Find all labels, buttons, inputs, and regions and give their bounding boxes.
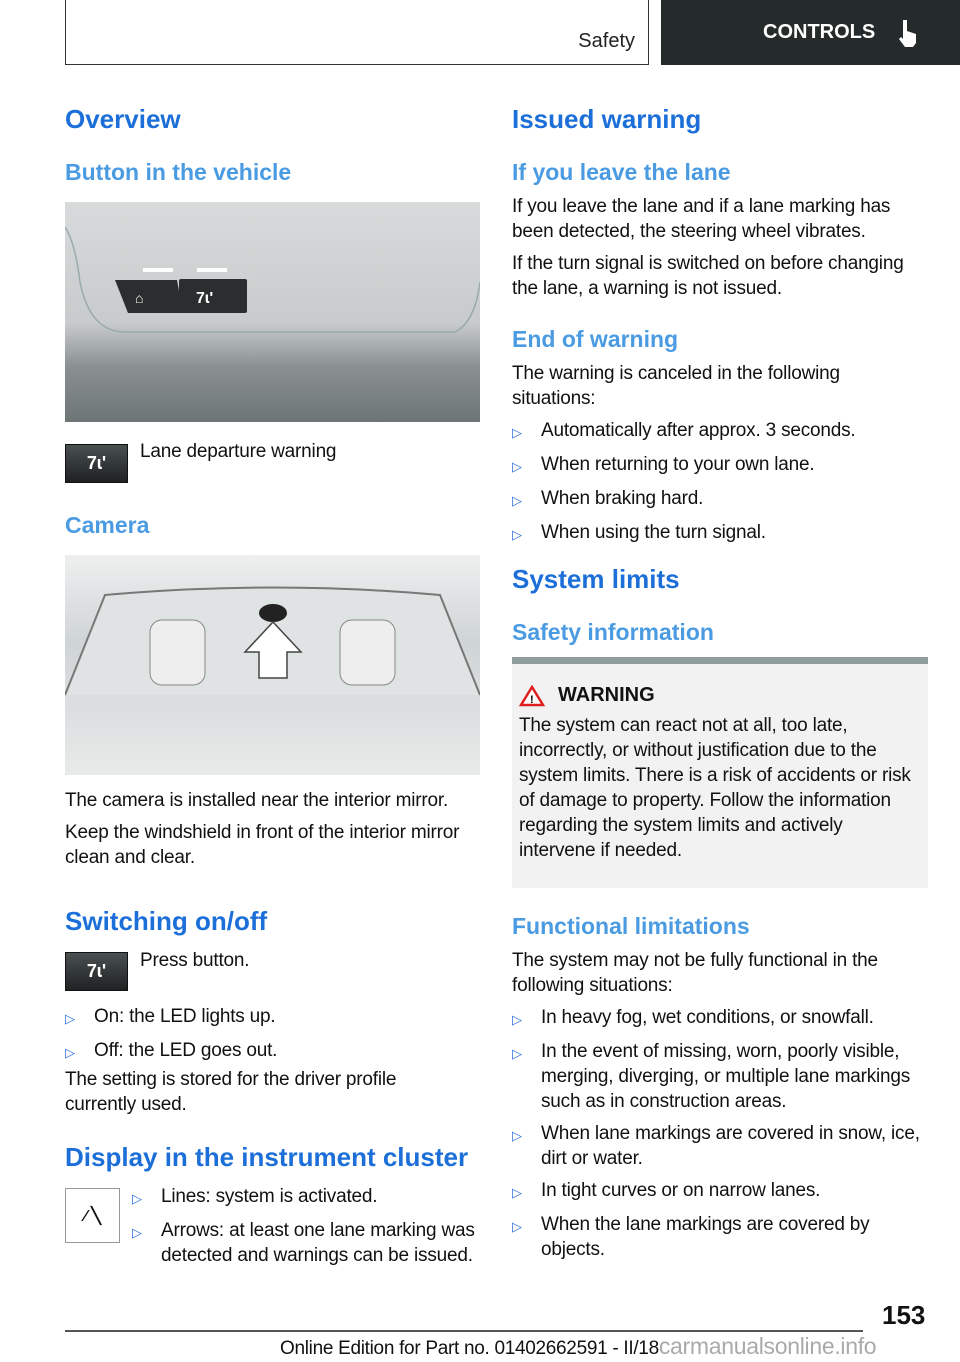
triangle-bullet-icon: ▷ — [65, 1011, 75, 1026]
list-item — [512, 486, 928, 513]
warning-triangle-icon — [519, 685, 545, 707]
footer-edition: Online Edition for Part no. 01402662591 - II/18 — [280, 1338, 659, 1359]
footer-line — [280, 1333, 876, 1360]
list-item — [65, 1038, 480, 1065]
list-item-text: When using the turn signal. — [541, 522, 766, 543]
safety-information-heading: Safety information — [512, 619, 714, 645]
list-item — [512, 1039, 930, 1114]
list-item-text: When lane markings are covered in snow, ice, dirt or water. — [541, 1123, 920, 1169]
list-item — [512, 1005, 930, 1032]
end-paragraph: The warning is canceled in the following situations: — [512, 363, 840, 409]
camera-photo — [65, 555, 480, 775]
triangle-bullet-icon: ▷ — [512, 1012, 522, 1027]
list-item — [512, 1212, 930, 1262]
leave-paragraph-1: If you leave the lane and if a lane marking has been detected, the steering wheel vibrates. — [512, 196, 891, 242]
windshield-illustration — [65, 555, 480, 775]
list-item-text: In tight curves or on narrow lanes. — [541, 1180, 821, 1201]
list-item — [132, 1218, 482, 1268]
camera-paragraph-2: Keep the windshield in front of the interior mirror clean and clear. — [65, 822, 460, 868]
list-item — [65, 1004, 480, 1031]
list-item-text: In the event of missing, worn, poorly visible, merging, diverging, or multiple lane markings such as in construction areas. — [541, 1041, 911, 1112]
header-section-box — [65, 0, 649, 65]
list-item-text: When braking hard. — [541, 488, 704, 509]
triangle-bullet-icon: ▷ — [65, 1045, 75, 1060]
header-chapter-title: CONTROLS — [763, 21, 876, 43]
switching-heading: Switching on/off — [65, 906, 268, 936]
lane-departure-button-icon: 7ɩ' — [65, 444, 128, 483]
functional-paragraph: The system may not be fully functional in the following situations: — [512, 950, 878, 996]
warning-title: WARNING — [558, 684, 655, 706]
triangle-bullet-icon: ▷ — [512, 1185, 522, 1200]
pointing-hand-icon — [897, 19, 919, 47]
overview-heading: Overview — [65, 104, 181, 134]
system-limits-heading: System limits — [512, 564, 680, 594]
header-section-title: Safety — [578, 30, 635, 52]
warning-box — [512, 657, 928, 888]
switch-paragraph: The setting is stored for the driver profile currently used. — [65, 1069, 397, 1115]
triangle-bullet-icon: ▷ — [132, 1191, 142, 1206]
footer-divider — [65, 1330, 863, 1332]
list-item-text: When returning to your own lane. — [541, 454, 815, 475]
svg-text:!: ! — [530, 693, 534, 706]
switch-list — [65, 1004, 480, 1065]
functional-limitations-heading: Functional limitations — [512, 913, 750, 939]
footer-watermark: carmanualsonline.info — [658, 1333, 877, 1359]
functional-list — [512, 1005, 930, 1262]
switch-caption: Press button. — [140, 950, 250, 971]
triangle-bullet-icon: ▷ — [512, 1128, 522, 1143]
list-item-text: On: the LED lights up. — [94, 1006, 276, 1027]
list-item-text: When the lane markings are covered by objects. — [541, 1214, 870, 1260]
button-panel-illustration — [65, 202, 480, 422]
svg-text:7ɩ': 7ɩ' — [196, 290, 214, 307]
end-warning-heading: End of warning — [512, 326, 679, 352]
button-caption: Lane departure warning — [140, 441, 337, 462]
list-item-text: Lines: system is activated. — [161, 1186, 378, 1207]
triangle-bullet-icon: ▷ — [512, 459, 522, 474]
list-item — [512, 452, 928, 479]
camera-heading: Camera — [65, 512, 150, 538]
list-item-text: Automatically after approx. 3 seconds. — [541, 420, 856, 441]
warning-text: The system can react not at all, too late, incorrectly, or without justification due to the system limits. There is a risk of accidents or risk of damage to property. Follow the information regarding the system limits and actively intervene if needed. — [519, 715, 911, 861]
list-item-text: Off: the LED goes out. — [94, 1040, 278, 1061]
button-photo — [65, 202, 480, 422]
list-item — [132, 1184, 482, 1211]
page-number: 153 — [882, 1300, 926, 1330]
triangle-bullet-icon: ▷ — [512, 1219, 522, 1234]
list-item — [512, 1121, 930, 1171]
button-heading: Button in the vehicle — [65, 159, 292, 185]
display-list — [132, 1184, 482, 1268]
leave-lane-heading: If you leave the lane — [512, 159, 731, 185]
triangle-bullet-icon: ▷ — [512, 425, 522, 440]
issued-warning-heading: Issued warning — [512, 104, 702, 134]
list-item — [512, 520, 928, 547]
svg-text:⌂: ⌂ — [135, 290, 144, 306]
triangle-bullet-icon: ▷ — [512, 1046, 522, 1061]
list-item — [512, 1178, 930, 1205]
list-item-text: In heavy fog, wet conditions, or snowfall. — [541, 1007, 874, 1028]
lane-departure-button-icon: 7ɩ' — [65, 952, 128, 991]
triangle-bullet-icon: ▷ — [132, 1225, 142, 1240]
list-item — [512, 418, 928, 445]
triangle-bullet-icon: ▷ — [512, 493, 522, 508]
end-list — [512, 418, 928, 547]
triangle-bullet-icon: ▷ — [512, 527, 522, 542]
list-item-text: Arrows: at least one lane marking was detected and warnings can be issued. — [161, 1220, 475, 1266]
header-chapter-tab — [661, 0, 960, 65]
leave-paragraph-2: If the turn signal is switched on before changing the lane, a warning is not issued. — [512, 253, 904, 299]
display-heading: Display in the instrument cluster — [65, 1142, 469, 1172]
camera-paragraph-1: The camera is installed near the interior mirror. — [65, 790, 449, 811]
cluster-lane-icon: ⁄ ╲ — [65, 1188, 120, 1243]
